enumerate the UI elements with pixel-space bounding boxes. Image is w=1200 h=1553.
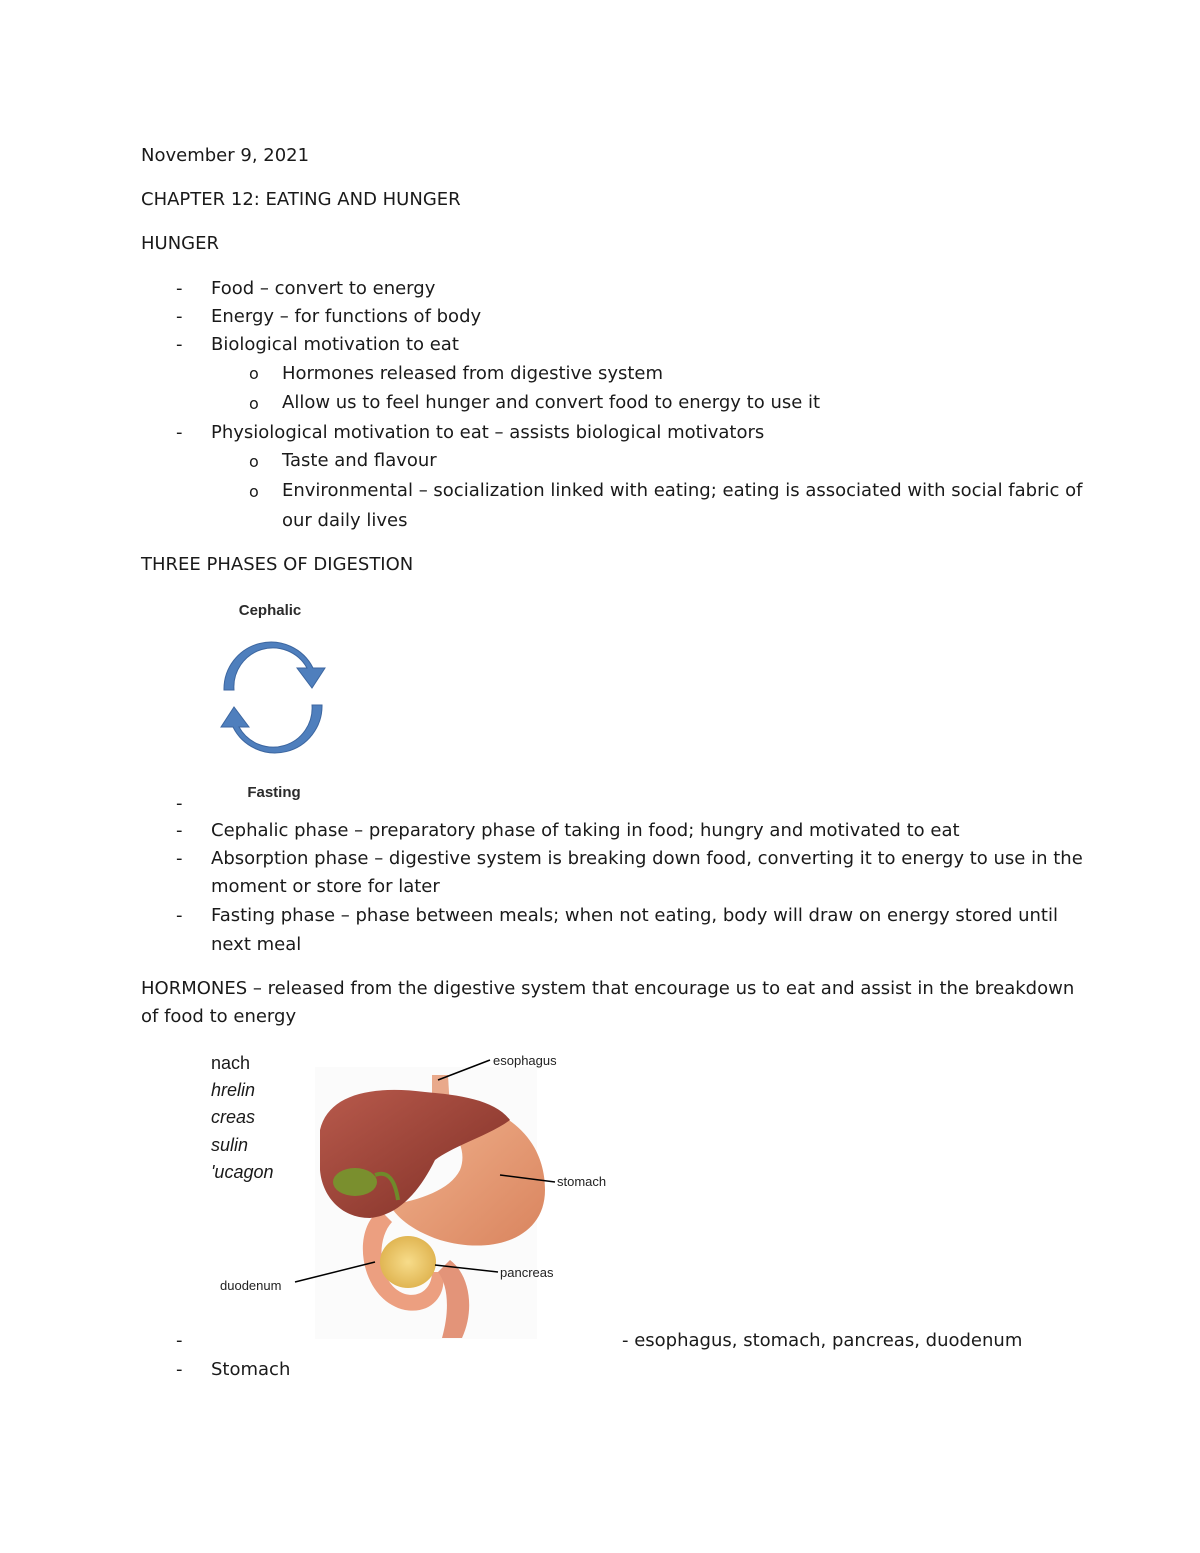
pancreas-shape: [380, 1236, 436, 1288]
sub-bullet-marker: o: [249, 394, 259, 413]
sub-list-item: Environmental – socialization linked with eating; eating is associated with social fabric of: [282, 480, 1083, 501]
list-item-continued: next meal: [211, 934, 302, 955]
list-item: Biological motivation to eat: [211, 334, 459, 355]
sub-list-item: Hormones released from digestive system: [282, 363, 664, 384]
bullet-marker: -: [176, 306, 183, 327]
list-item-continued: moment or store for later: [211, 876, 440, 897]
bottom-arrow: [221, 705, 322, 753]
clipped-label: 'ucagon: [211, 1162, 274, 1182]
bullet-marker: -: [176, 848, 183, 869]
clipped-label: hrelin: [211, 1080, 256, 1100]
sub-bullet-marker: o: [249, 452, 259, 471]
esophagus-label: esophagus: [493, 1053, 557, 1068]
cephalic-label: Cephalic: [238, 602, 302, 619]
sub-list-item: Taste and flavour: [282, 450, 437, 471]
sub-bullet-marker: o: [249, 364, 259, 383]
hormones-heading: HORMONES – released from the digestive system that encourage us to eat and assist in the breakdown: [141, 978, 1075, 999]
section-heading-phases: THREE PHASES OF DIGESTION: [141, 554, 414, 575]
list-item: Food – convert to energy: [211, 278, 436, 299]
digestion-cycle-diagram: [210, 595, 350, 807]
top-arrow: [224, 642, 325, 690]
duodenum-label: duodenum: [220, 1278, 282, 1293]
bullet-marker: -: [176, 334, 183, 355]
section-heading-hunger: HUNGER: [141, 233, 220, 254]
clipped-label: nach: [211, 1053, 251, 1073]
organ-list: - esophagus, stomach, pancreas, duodenum: [622, 1330, 1023, 1351]
sub-list-item: Allow us to feel hunger and convert food to energy to use it: [282, 392, 821, 413]
sub-bullet-marker: o: [249, 482, 259, 501]
bullet-marker: -: [176, 422, 183, 443]
stomach-label: stomach: [557, 1174, 607, 1189]
clipped-label: sulin: [211, 1135, 249, 1155]
list-item: Absorption phase – digestive system is breaking down food, converting it to energy to use in the: [211, 848, 1083, 869]
pancreas-label: pancreas: [500, 1265, 554, 1280]
list-item: Cephalic phase – preparatory phase of taking in food; hungry and motivated to eat: [211, 820, 960, 841]
gallbladder-shape: [333, 1168, 377, 1196]
list-item: Stomach: [211, 1359, 291, 1380]
bullet-marker: -: [176, 1330, 183, 1351]
chapter-title: CHAPTER 12: EATING AND HUNGER: [141, 189, 461, 210]
bullet-marker: -: [176, 820, 183, 841]
bullet-marker: -: [176, 905, 183, 926]
fasting-label: Fasting: [247, 784, 301, 801]
hormones-heading-continued: of food to energy: [141, 1006, 297, 1027]
list-item: Fasting phase – phase between meals; when not eating, body will draw on energy stored until: [211, 905, 1058, 926]
list-item: Physiological motivation to eat – assists biological motivators: [211, 422, 765, 443]
bullet-marker: -: [176, 278, 183, 299]
list-item: Energy – for functions of body: [211, 306, 482, 327]
digestive-anatomy-illustration: [210, 1040, 630, 1340]
date: November 9, 2021: [141, 145, 310, 166]
bullet-marker: -: [176, 793, 183, 814]
sub-list-item-continued: our daily lives: [282, 510, 408, 531]
bullet-marker: -: [176, 1359, 183, 1380]
clipped-label: creas: [211, 1107, 256, 1127]
